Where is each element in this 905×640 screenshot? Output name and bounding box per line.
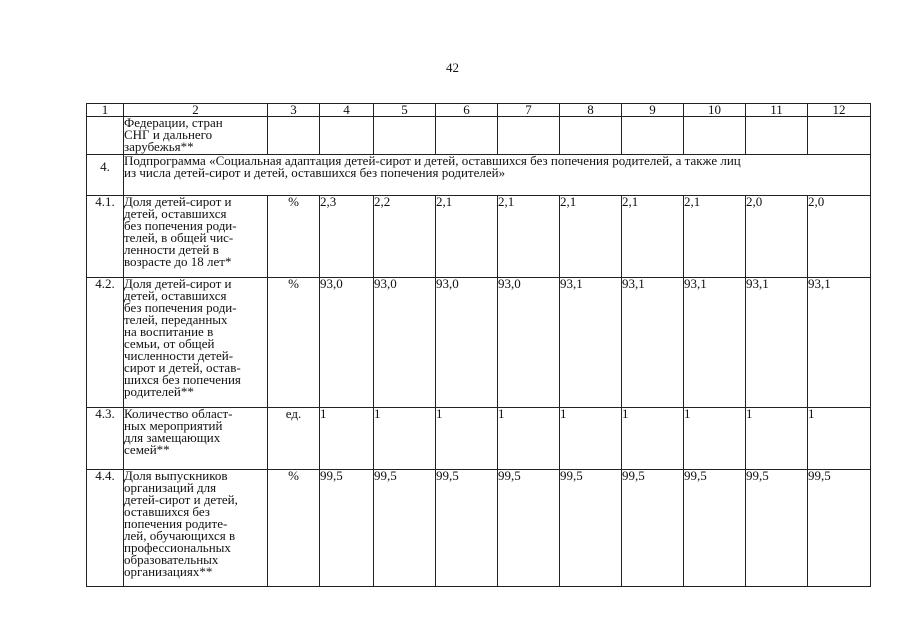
value-cell: 2,1 [498,196,560,278]
value-cell [684,117,746,155]
row-number-cell: 4.4. [87,470,124,587]
name-line: без попечения роди- [124,300,237,315]
value-cell: 99,5 [560,470,622,587]
value-cell: 2,2 [374,196,436,278]
name-line: детей-сирот и детей, [124,492,238,507]
name-line: без попечения роди- [124,218,237,233]
subprogram-row [87,155,871,196]
row-number-cell [87,117,124,155]
name-line: численности детей- [124,348,234,363]
name-line: Доля выпускников [124,468,228,483]
value-cell: 1 [498,408,560,470]
header-cell: 4 [320,104,374,117]
value-cell [374,117,436,155]
table-row [87,278,871,408]
indicator-name-cell [124,408,268,470]
name-line: ных мероприятий [124,418,223,433]
value-cell: 2,1 [684,196,746,278]
subprogram-line: из числа детей-сирот и детей, оставшихся без попечения родителей» [124,165,506,180]
value-cell: 99,5 [808,470,871,587]
value-cell: 99,5 [746,470,808,587]
header-cell: 12 [808,104,871,117]
name-line: родителей** [124,384,194,399]
name-line: образовательных [124,552,219,567]
table-row [87,470,871,587]
value-cell: 1 [436,408,498,470]
value-cell: 2,1 [560,196,622,278]
value-cell [320,117,374,155]
name-line: телей, переданных [124,312,228,327]
value-cell [498,117,560,155]
value-cell: 99,5 [622,470,684,587]
indicator-name-cell [124,470,268,587]
value-cell: 1 [374,408,436,470]
header-cell: 6 [436,104,498,117]
name-line: шихся без попечения [124,372,241,387]
name-line: лей, обучающихся в [124,528,236,543]
header-cell: 8 [560,104,622,117]
name-line: оставшихся без [124,504,210,519]
name-line: Федерации, стран [124,115,223,130]
name-line: семьи, от общей [124,336,215,351]
unit-cell: ед. [268,408,320,470]
name-line: Количество област- [124,406,233,421]
value-cell: 1 [684,408,746,470]
name-line: организаций для [124,480,217,495]
name-line: семей** [124,442,170,457]
table-row [87,196,871,278]
value-cell: 93,1 [560,278,622,408]
table-row-continued [87,117,871,155]
name-line: организациях** [124,564,213,579]
unit-cell: % [268,196,320,278]
value-cell: 2,3 [320,196,374,278]
unit-cell: % [268,470,320,587]
header-cell: 3 [268,104,320,117]
indicators-table [86,103,871,587]
name-line: попечения родите- [124,516,228,531]
value-cell: 93,0 [436,278,498,408]
row-number-cell: 4. [87,155,124,196]
value-cell [622,117,684,155]
name-line: Доля детей-сирот и [124,194,232,209]
name-line: возрасте до 18 лет* [124,254,232,269]
name-line: Доля детей-сирот и [124,276,232,291]
header-cell: 2 [124,104,268,117]
value-cell: 99,5 [320,470,374,587]
indicator-name-cell [124,196,268,278]
unit-cell: % [268,278,320,408]
value-cell: 1 [808,408,871,470]
value-cell: 93,0 [374,278,436,408]
header-cell: 11 [746,104,808,117]
name-line: на воспитание в [124,324,214,339]
name-line: зарубежья** [124,139,194,154]
value-cell [746,117,808,155]
unit-cell [268,117,320,155]
value-cell: 1 [746,408,808,470]
header-cell: 1 [87,104,124,117]
subprogram-line: Подпрограмма «Социальная адаптация детей-сирот и детей, оставшихся без попечения родителей, а также лиц [124,153,741,168]
name-line: детей, оставшихся [124,206,227,221]
header-cell: 10 [684,104,746,117]
value-cell: 99,5 [374,470,436,587]
header-cell: 5 [374,104,436,117]
value-cell: 93,0 [320,278,374,408]
name-line: сирот и детей, остав- [124,360,241,375]
header-cell: 9 [622,104,684,117]
value-cell: 1 [560,408,622,470]
row-number-cell: 4.2. [87,278,124,408]
name-line: для замещающих [124,430,221,445]
name-line: СНГ и дальнего [124,127,213,142]
value-cell: 2,1 [436,196,498,278]
row-number-cell: 4.3. [87,408,124,470]
page-number: 42 [446,60,459,75]
name-line: телей, в общей чис- [124,230,234,245]
subprogram-title-cell [124,155,871,196]
value-cell [808,117,871,155]
value-cell [436,117,498,155]
value-cell: 93,1 [746,278,808,408]
table-row [87,408,871,470]
name-line: профессиональных [124,540,231,555]
value-cell: 93,1 [684,278,746,408]
header-cell: 7 [498,104,560,117]
value-cell: 2,0 [746,196,808,278]
value-cell: 99,5 [436,470,498,587]
name-line: детей, оставшихся [124,288,227,303]
row-number-cell: 4.1. [87,196,124,278]
value-cell: 93,1 [808,278,871,408]
value-cell: 2,0 [808,196,871,278]
value-cell: 1 [622,408,684,470]
value-cell: 2,1 [622,196,684,278]
value-cell: 93,1 [622,278,684,408]
value-cell [560,117,622,155]
indicator-name-cell [124,117,268,155]
value-cell: 93,0 [498,278,560,408]
name-line: ленности детей в [124,242,219,257]
value-cell: 1 [320,408,374,470]
value-cell: 99,5 [684,470,746,587]
indicator-name-cell [124,278,268,408]
value-cell: 99,5 [498,470,560,587]
